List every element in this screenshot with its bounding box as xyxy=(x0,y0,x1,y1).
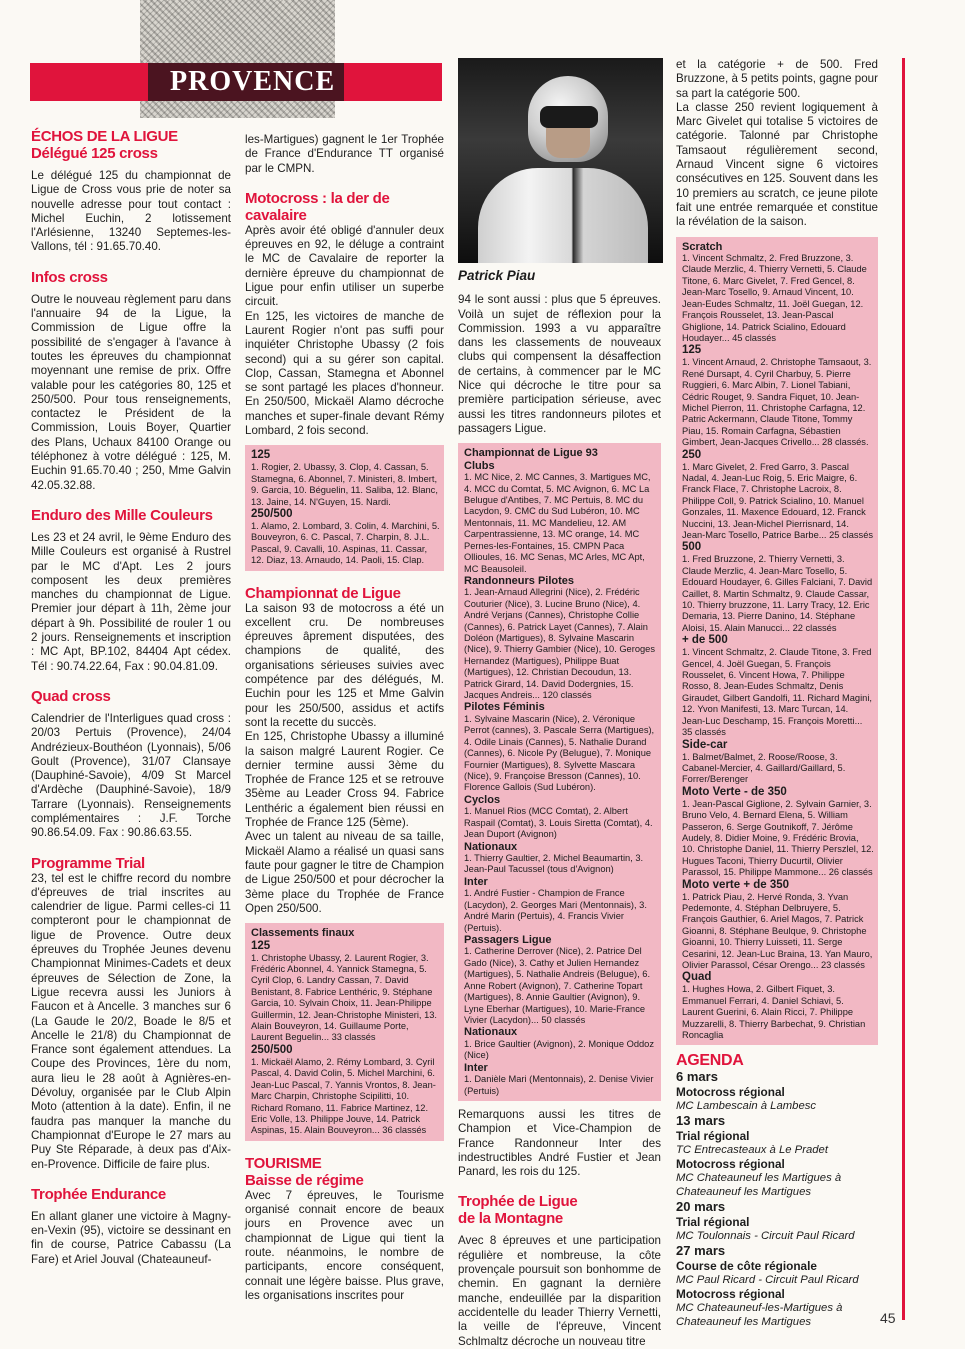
results-heading: Quad xyxy=(682,971,712,984)
results-heading: Cyclos xyxy=(464,793,501,806)
results-text: 1. MC Nice, 2. MC Cannes, 3. Martigues MC, 4. MCC du Comtat, 5. MC Avignon, 6. MC La Belugue d'Antibes, 7. MC Pertuis, 8. MC du Lacydon, 9. CMC du Sud Lubéron, 10. MC Mentonnais, 11. MC Mandelieu, 12. AM Carpentrassienne, 13. MC orange, 14. MC Pernes-les-Fontaines, 15. CMPN Paca Ollioules, 16. MC Senas, MC Arles, MC Apt, MC Beausoleil. xyxy=(464,472,651,574)
results-box-classements xyxy=(245,923,444,1141)
heading-trophee-endurance: Trophée Endurance xyxy=(31,1185,166,1203)
results-heading: 125 xyxy=(682,344,702,357)
results-text: 1. Patrick Piau, 2. Hervé Ronda, 3. Yvan Pedemonte, 4. Stéphan Delbruyere, 5. François Gauthier, 6. Ariel Magos, 7. Patrick Gioanni, 8. Stéphane Beulque, 9. Christophe Gioanni, 10. Thierry Luisseti, 11. Serge Cesarini, 12. Jean-Luc Braina, 13. Yan Mauro, Olivier Parassol, César Orengo... 23 classés xyxy=(682,891,873,970)
agenda xyxy=(676,1052,878,1329)
results-box-championnat-93 xyxy=(458,443,661,1101)
article-championnat-1: La saison 93 de motocross a été un excellent cru. De nombreuses épreuves âprement disputées, des champions de qualité, des organisations sérieuses suivies avec compétence par des délégués, M. Euchin pour les 125 et Mme Galvin pour les 250/500, assidus et actifs sont la recette du succès. xyxy=(245,601,444,729)
heading-tourisme: TOURISME xyxy=(245,1154,322,1172)
results-heading: Inter xyxy=(464,1061,488,1074)
results-text: 1. Vincent Schmaltz, 2. Fred Bruzzone, 3. Claude Merzlic, 4. Thierry Vernetti, 5. Claude Titone, 6. Marc Givelet, 7. Fred Gencel, 8. Jean-Marc Tosello, 9. Arnaud Vincent, 10. Jean-Eudes Schmaltz, 11. Joël Guegan, 12. François Rousselet, 13. Jean-Pascal Ghiglione, 14. Patrick Scialino, Edouard Houdayer... 45 classés xyxy=(682,253,867,343)
results-heading: 125 xyxy=(251,939,271,952)
heading-championnat-ligue: Championnat de Ligue xyxy=(245,584,401,602)
results-text: 1. Brice Gaultier (Avignon), 2. Monique Oddoz (Nice) xyxy=(464,1038,654,1061)
agenda-event-place: MC Chateauneuf les Martigues à Chateauneuf les Martigues xyxy=(676,1172,842,1199)
results-heading: 250 xyxy=(682,448,702,461)
results-heading: 500 xyxy=(682,541,702,554)
column-4 xyxy=(676,58,878,1329)
agenda-event-place: MC Lambescain à Lambesc xyxy=(676,1100,817,1113)
margin-rule xyxy=(902,58,905,1320)
heading-motocross-cavalaire: Motocross : la der de cavalaire xyxy=(245,189,390,224)
results-text: 1. Jean-Pascal Giglione, 2. Sylvain Garnier, 3. Bruno Velo, 4. Bernard Elena, 5. William Passeron, 6. Serge Goutnikoff, 7. Jérôme Audely, 8. Didier Moine, 9. Frédéric Brovia, 10. Christophe Daniel, 11. Thierry Perszlel, 12. Hugues Taconi, Thierry Ducurtil, Olivier Parassol, 15. Philippe Mammone... 26 classés xyxy=(682,798,874,878)
column-3 xyxy=(458,58,661,1349)
results-text: 1. André Fustier - Champion de France (Lacydon), 2. Georges Mari (Mentonnais), 3. André Marin (Pertuis), 4. Francis Vivier (Pertuis). xyxy=(464,888,647,933)
article-remarquons: Remarquons aussi les titres de Champion et Vice-Champion de France Randonneur Inter des indestructibles André Fustier et Jean Panard, les rois du 125. xyxy=(458,1107,661,1179)
results-text: 1. Vincent Arnaud, 2. Christophe Tamsaout, 3. René Dursapt, 4. Cyril Charbuy, 5. Pierre Ruggieri, 6. Marc Albin, 7. Lionel Tabiani, Cédric Rouget, 9. Sandra Fiquet, 10. Jean-Michel Pierron, 11. Christophe Carfagna, 12. Patric Ackermann, Claude Titone, Tommy Piau, 15. Romain Carfagna, Sébastien Gimbert, Jean-Jacques Crivello... 28 classés. xyxy=(682,357,872,448)
agenda-date: 6 mars xyxy=(676,1069,718,1085)
article-championnat-3: Avec un talent au niveau de sa taille, Mickaël Alamo a réalisé un quasi sans faute pour gagner le titre de Champion de Ligue 250/500 et pour décrocher la 3ème place du Trophée de France Open 250/500. xyxy=(245,830,444,915)
article-trophee-endurance: En allant glaner une victoire à Magny-en-Vexin (95), victoire se dessinant en fin de course, Patrice Cabassu (La Fare) et Ariel Jouval (Chateauneuf- xyxy=(31,1209,231,1266)
column-1 xyxy=(31,128,231,1267)
article-endurance-continued: les-Martigues) gagnent le 1er Trophée de France d'Endurance TT organisé par le CMPN. xyxy=(245,133,444,175)
results-heading: 250/500 xyxy=(251,507,293,520)
results-text: 1. Sylvaine Mascarin (Nice), 2. Véronique Perrot (cannes), 3. Pascale Serra (Martigues), 4. Odile Linais (Cannes), 5. Nathalie Durand (Cannes), 6. Nicole Py (Belugue), 7. Monique Fournier (Martigues), 8. Sylvette Mascara (Nice), 9. Françoise Bresson (Cannes), 10. Florence Gallois (Sud Lubéron). xyxy=(464,713,655,793)
agenda-event-type: Trial régional xyxy=(676,1215,750,1230)
results-text: 1. Thierry Gaultier, 2. Michel Beaumartin, 3. Jean-Paul Tacussel (tous d'Avignon) xyxy=(464,853,644,875)
results-box-title: Championnat de Ligue 93 xyxy=(464,447,598,460)
results-text: 1. Mickaël Alamo, 2. Rémy Lombard, 3. Cyril Pascal, 4. David Colin, 5. Michel Marchini, 6. Jean-Luc Pascal, 7. Yannis Vrontos, 8. Jean-Marc Charpin, Christophe Scipilitti, 10. Richard Romano, 11. Fabrice Martinez, 12. Eric Volle, 13. Philippe Jouve, 14. Patrick Aspinas, 15. Alain Bouveyron... 36 classés xyxy=(251,1056,436,1136)
article-championnat-2: En 125, Christophe Ubassy a illuminé la saison malgré Laurent Rogier. Ce dernier termine aussi 3ème du Trophée de France 125 et se retrouve 35ème au Leader Cross 94. Fabrice Lenthéric a également bien réussi en Trophée de France 125 (5ème). xyxy=(245,730,444,830)
agenda-title: AGENDA xyxy=(676,1052,744,1070)
agenda-event-type: Course de côte régionale xyxy=(676,1259,817,1274)
heading-programme-trial: Programme Trial xyxy=(31,854,145,872)
results-heading: Side-car xyxy=(682,738,728,751)
results-text: 1. Hughes Howa, 2. Gilbert Fiquet, 3. Emmanuel Ferrari, 4. Daniel Schiavi, 5. Laurent Guerini, 6. Alain Ricci, 7. Philippe Muzzarelli, 8. Thierry Barbechat, 9. Christian Roncaglia xyxy=(682,984,866,1041)
agenda-date: 20 mars xyxy=(676,1199,726,1215)
results-text: 1. Alamo, 2. Lombard, 3. Colin, 4. Marchini, 5. Bouveyron, 6. C. Pascal, 7. Charpin, 8. J.L. Pascal, 9. Cavalli, 10. Aspinas, 11. Cassar, 12. Diaz, 13. Arnaudo, 14. Paoli, 15. Clap. xyxy=(251,520,440,566)
column-2 xyxy=(245,133,444,1303)
results-text: 1. Rogier, 2. Ubassy, 3. Clop, 4. Cassan, 5. Stamegna, 6. Abonnel, 7. Ministeri, 8. Imbert, 9. Garcia, 10. Béguelin, 11. Saliba, 12. Blanc, 13. Jaine, 14. N'Guyen, 15. Nardi. xyxy=(251,462,438,507)
heading-echos: ÉCHOS DE LA LIGUE xyxy=(31,128,178,145)
agenda-event-type: Motocross régional xyxy=(676,1157,785,1172)
heading-baisse-regime: Baisse de régime xyxy=(245,1171,364,1189)
results-heading: Moto Verte - de 350 xyxy=(682,785,787,798)
agenda-event-type: Trial régional xyxy=(676,1129,750,1144)
results-heading: Clubs xyxy=(464,459,495,472)
results-heading: Moto verte + de 350 xyxy=(682,878,790,891)
heading-montagne: de la Montagne xyxy=(458,1210,563,1228)
article-programme-trial: 23, tel est le chiffre record du nombre d'épreuves de trial inscrites au calendrier de ligue. Parmi celles-ci 11 compteront pour le championnat de ligue de Provence. Outre deux épreuves du Trophée Jeunes devenu Championnat Minimes-Cadets et deux épreuves de Sélection de Zone, la Ligue recevra aussi les Juniors à Faucon et à Ancelle. 3 manches sur 6 (La Gaude le 20/2, Boade le 8/5 et Ancelle le 21/8) du Championnat de France sont également attendues. La Coupe des Provinces, 1ère du nom, aura lieu le 28 août à Agnières-en-Dévoluy, organisée par le Club Alpin Moto (attention à la date). Enfin, il ne faudra pas manquer la manche du Championnat d'Europe le 27 mars au Puy Ste Réparade, à deux pas d'Aix-en-Provence. Difficile de faire plus. xyxy=(31,871,231,1171)
results-text: 1. Marc Givelet, 2. Fred Garro, 3. Pascal Nadal, 4. Jean-Luc Roig, 5. Eric Maigre, 6. Franck Flace, 7. Christophe Lacroix, 8. Philippe Coll, 9. Patrick Scialino, 10. Manuel Gonzales, 11. Maxence Edouard, 12. Franck Nuccini, 13. Jean-Michel Pierrisnard, 14. Jean-Marc Tosello, Patrice Barbe... 25 classés xyxy=(682,461,874,540)
results-heading: Inter xyxy=(464,875,488,888)
agenda-event-type: Motocross régional xyxy=(676,1287,785,1302)
agenda-date: 13 mars xyxy=(676,1113,726,1129)
agenda-date: 27 mars xyxy=(676,1243,726,1259)
results-box-cavalaire xyxy=(245,445,444,570)
results-heading: Scratch xyxy=(682,240,723,253)
section-title: PROVENCE xyxy=(170,66,336,97)
article-tourisme-continued: 94 le sont aussi : plus que 5 épreuves. Voilà un sujet de réflexion pour la Commission. 1993 a vu apparaître dans les classements de nouveaux clubs qui compensent la désaffection de certains, à commencer par le MC Nice qui décroche le titre pour sa première participation sérieuse, avec aussi les titres randonneurs pilotes et passagers Ligue. xyxy=(458,293,661,435)
agenda-event-place: MC Toulonnais - Circuit Paul Ricard xyxy=(676,1230,855,1243)
results-text: 1. Danièle Mari (Mentonnais), 2. Denise Vivier (Pertuis) xyxy=(464,1074,654,1096)
results-text: 1. Balmet/Balmet, 2. Roose/Roose, 3. Cabanel-Mercier, 4. Gaillard/Gaillard, 5. Forrer/Berenger xyxy=(682,751,846,785)
rider-photo xyxy=(458,58,663,263)
helmet-visor xyxy=(540,106,598,128)
agenda-event-place: MC Paul Ricard - Circuit Paul Ricard xyxy=(676,1274,859,1287)
results-box-montagne xyxy=(676,237,878,1046)
article-delegue: Le délégué 125 du championnat de Ligue de Cross vous prie de noter sa nouvelle adresse pour tout contact : Michel Euchin, 2 lotissement l'Arlésienne, 13240 Septemes-les-Vallons, tél : 91.65.70.40. xyxy=(31,169,231,254)
section-banner xyxy=(30,63,442,101)
results-text: 1. Vincent Schmaltz, 2. Claude Titone, 3. Fred Gencel, 4. Joël Guegan, 5. François Rousselet, 6. Vincent Howa, 7. Philippe Rosso, 8. Jean-Eudes Schmaltz, Denis Giraudet, Gilbert Gandolfi, 11. Richard Magini, 12. Yvon Manifesti, 13. Marc Turcan, 14. Jean-Luc Deschamp, 15. François Moretti... 35 classés xyxy=(682,647,872,738)
heading-trophee-ligue: Trophée de Ligue xyxy=(458,1193,578,1211)
article-tourisme: Avec 7 épreuves, le Tourisme organisé connait encore de beaux jours en Provence avec un championnat de Ligue qui tient la route. néanmoins, le nombre de participants, encore conséquent, connait une légère baisse. Plus grave, les organisations inscrites pour xyxy=(245,1188,444,1302)
article-motocross-2: En 125, les victoires de manche de Laurent Rogier n'ont pas suffi pour inquiéter Christophe Ubassy (2 fois second) qui a su gérer son capital. Clop, Cassan, Stamegna et Abonnel se sont partagé les places d'honneur. En 250/500, Mickaël Alamo décroche manches et super-finale devant Rémy Lombard, 2 fois second. xyxy=(245,309,444,438)
heading-infos-cross: Infos cross xyxy=(31,268,108,286)
agenda-event-place: TC Entrecasteaux à Le Pradet xyxy=(676,1144,828,1157)
results-text: 1. Jean-Arnaud Allegrini (Nice), 2. Frédéric Couturier (Nice), 3. Lucine Bruno (Nice), 4. André Verjans (Cannes), Christophe Collie (Cannes), 6. Patrick Layet (Cannes), 7. Alain Doléon (Martigues), 8. Sylvaine Mascarin (Nice), 9. Thierry Gambier (Nice), 10. Geroges Hernandez (Martigues), Philippe Buat (Martigues), 12. Christian Decoudun, 13. Patrick Girard, 14. David Dodergnies, 15. Jacques Andreis... 120 classés xyxy=(464,587,655,701)
results-heading: 250/500 xyxy=(251,1043,293,1056)
article-infos-cross: Outre le nouveau règlement paru dans l'annuaire 94 de la Ligue, la Commission de Ligue offre la possibilité de s'engager à l'avance à toutes les épreuves du championnat moyennant une remise de prix. Offre valable pour les catégories 80, 125 et 250/500. Pour tous renseignements, contactez le Président de la Commission, Louis Boyer, Quartier des Plans, Uchaux 84100 Orange ou téléphonez à votre délégué : 125, M. Euchin 91.65.70.40 ; 250, Mme Galvin 42.05.32.88. xyxy=(31,292,231,492)
results-heading: 125 xyxy=(251,449,271,462)
results-heading: Nationaux xyxy=(464,840,518,853)
results-text: 1. Christophe Ubassy, 2. Laurent Rogier, 3. Frédéric Abonnel, 4. Yannick Stamegna, 5. Cyril Clop, 6. Landry Cassan, 7. David Benistant, 8. Fabrice Lenthéric, 9. Stéphane Garcia, 10. Sylvain Choix, 11. Jean-Philippe Guillermin, 12. Jean-Christophe Ministeri, 13. Alain Bouveyron, 14. Guillaume Porte, Laurent Beguelin... 33 classés xyxy=(251,952,438,1043)
heading-quad-cross: Quad cross xyxy=(31,687,111,705)
results-heading: Pilotes Féminis xyxy=(464,701,545,714)
article-motocross-1: Après avoir été obligé d'annuler deux épreuves en 92, le déluge a contraint le MC de Cavalaire de reporter la dernière épreuve du championnat de Ligue pour enfin utiliser un superbe circuit. xyxy=(245,223,444,309)
article-enduro: Les 23 et 24 avril, le 9ème Enduro des Mille Couleurs est organisé à Rustrel par le MC d'Apt. Les 2 jours composent les deux premières manches du championnat de Ligue. Premier jour départ à 11h, 2ème jour départ à 9h. Possibilité de rouler 1 ou 2 jours. Renseignements et inscription : MC Apt, BP.102, 84404 Apt cédex. Tél : 90.74.22.64, Fax : 90.04.81.09. xyxy=(31,530,231,673)
results-text: 1. Catherine Derrover (Nice), 2. Patrice Del Gado (Nice), 3. Cathy et Julien Hernandez (Martigues), 5. Nathalie Andreis (Belugue), 6. Anne Robert (Avignon), 7. Catherine Topart (Martigues), 8. Annie Gaultier (Avignon), 9. Lyne Eberhar (Martigues), 10. Marie-France Vivier (Lacydon)... 50 classés xyxy=(464,946,651,1025)
results-box-title: Classements finaux xyxy=(251,927,355,940)
results-text: 1. Fred Bruzzone, 2. Thierry Vernetti, 3. Claude Merzlic, 4. Jean-Marc Tosello, 5. Edouard Houdayer, 6. Gilles Falciani, 7. David Caillet, 8. Martin Schmaltz, 9. Claude Cassar, 10. Thierry bruzzone, 11. Larry Tracy, 12. Eric Demaria, 13. Pierre Danino, 14. Stéphane Aloisi, 15. Alain Manucci... 22 classés xyxy=(682,554,873,633)
article-quad-cross: Calendrier de l'Interligues quad cross : 20/03 Pertuis (Provence), 24/04 Andrézieux-Bouthéon (Lyonnais), 5/06 Goult (Provence), 31/07 Clansaye (Dauphiné-Savoie), 4/09 St Marcel d'Ardèche (Dauphiné-Savoie), 18/9 Tarrare (Lyonnais). Renseignements complémentaires : J.F. Torche 90.86.54.09. Fax : 90.86.63.55. xyxy=(31,711,231,840)
results-heading: Nationaux xyxy=(464,1026,518,1039)
article-montagne-continued-2: La classe 250 revient logiquement à Marc Givelet qui totalise 5 victoires de catégorie. Talonné par Christophe Tamsaout régulièrement second, Arnaud Vincent signe 6 victoires consécutives en 125. Souvent dans les 10 premiers au scratch, ce jeune pilote fait une entrée remarquée et constitue la révélation de la saison. xyxy=(676,100,878,229)
article-montagne: Avec 8 épreuves et une participation régulière et nombreuse, la côte provençale poursuit son bonhomme de chemin. En gagnant la dernière manche, endeuillée par la disparition accidentelle du leader Thierry Vernetti, la veille de l'épreuve, Vincent Schlmaltz décroche un nouveau titre xyxy=(458,1234,661,1348)
results-heading: Randonneurs Pilotes xyxy=(464,574,575,587)
agenda-event-type: Motocross régional xyxy=(676,1085,785,1100)
results-text: 1. Manuel Rios (MCC Comtat), 2. Albert Raspail (Comtat), 3. Louis Siretta (Comtat), 4. Jean Duport (Avignon) xyxy=(464,806,653,840)
rider-jacket xyxy=(478,168,648,263)
photo-caption: Patrick Piau xyxy=(458,268,536,283)
results-heading: Passagers Ligue xyxy=(464,933,552,946)
agenda-event-place: MC Chateauneuf-les-Martigues à Chateauneuf les Martigues xyxy=(676,1302,843,1329)
results-heading: + de 500 xyxy=(682,634,728,647)
article-montagne-continued-1: et la catégorie + de 500. Fred Bruzzone, à 5 petits points, gagne pour sa part la catégorie 500. xyxy=(676,58,878,100)
heading-delegue: Délégué 125 cross xyxy=(31,145,158,162)
page-number: 45 xyxy=(880,1310,896,1326)
heading-enduro: Enduro des Mille Couleurs xyxy=(31,506,213,524)
